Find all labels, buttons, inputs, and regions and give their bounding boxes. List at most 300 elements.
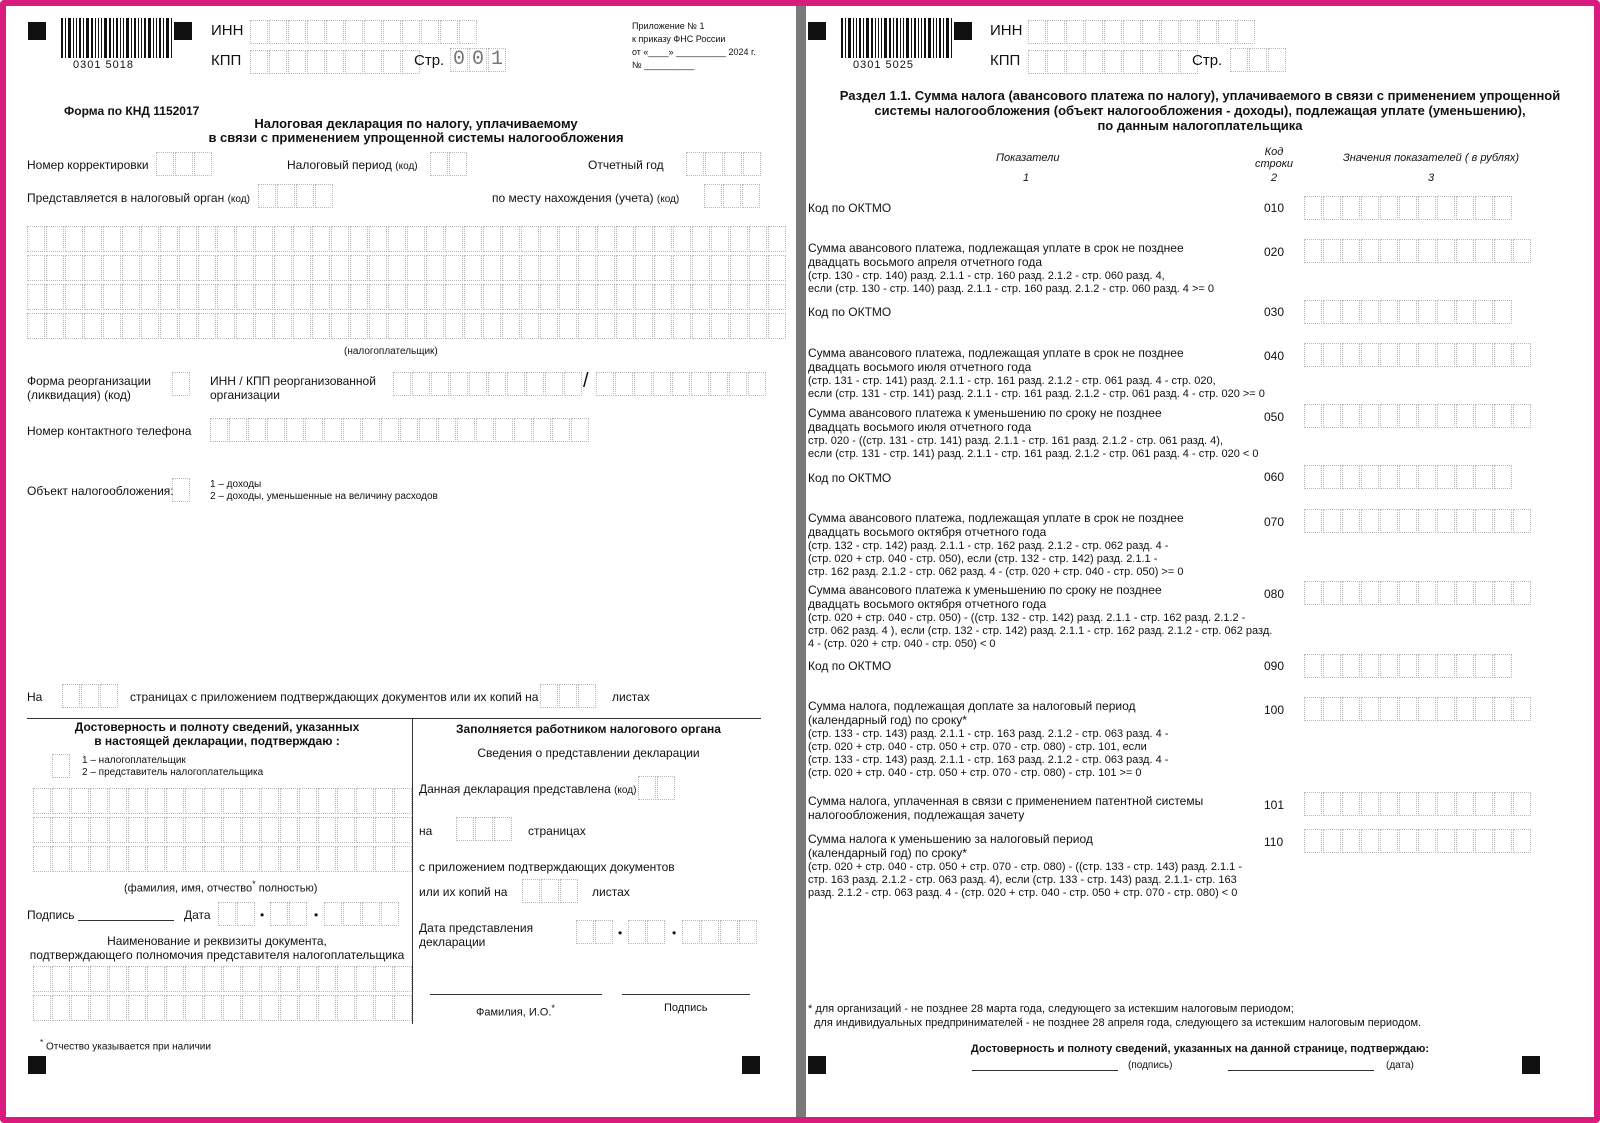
char-cell[interactable] <box>673 284 691 310</box>
char-cell[interactable] <box>312 255 330 281</box>
char-cell[interactable] <box>1123 20 1141 44</box>
char-cell[interactable] <box>242 995 260 1021</box>
char-cell[interactable] <box>635 313 653 339</box>
char-cell[interactable] <box>494 817 512 841</box>
char-cell[interactable] <box>407 226 425 252</box>
char-cell[interactable] <box>464 284 482 310</box>
char-cell[interactable] <box>1399 509 1417 533</box>
char-cell[interactable] <box>147 817 165 843</box>
char-cell[interactable] <box>375 846 393 872</box>
char-cell[interactable] <box>100 684 118 708</box>
char-cell[interactable] <box>540 313 558 339</box>
char-cell[interactable] <box>559 684 577 708</box>
char-cell[interactable] <box>559 313 577 339</box>
char-cell[interactable] <box>381 902 399 926</box>
char-cell[interactable] <box>768 255 786 281</box>
char-cell[interactable] <box>502 284 520 310</box>
report-year-field[interactable] <box>686 152 762 176</box>
char-cell[interactable] <box>71 788 89 814</box>
char-cell[interactable] <box>1323 792 1341 816</box>
char-cell[interactable] <box>1475 196 1493 220</box>
char-cell[interactable] <box>431 372 449 396</box>
char-cell[interactable] <box>1513 829 1531 853</box>
char-cell[interactable] <box>388 226 406 252</box>
char-cell[interactable] <box>52 817 70 843</box>
char-cell[interactable] <box>1066 50 1084 74</box>
tax-period-field[interactable] <box>430 152 468 176</box>
char-cell[interactable] <box>1342 300 1360 324</box>
char-cell[interactable] <box>65 255 83 281</box>
char-cell[interactable] <box>1361 581 1379 605</box>
char-cell[interactable] <box>305 418 323 442</box>
char-cell[interactable] <box>122 226 140 252</box>
char-cell[interactable] <box>475 817 493 841</box>
char-cell[interactable] <box>576 920 594 944</box>
char-cell[interactable] <box>1513 404 1531 428</box>
char-cell[interactable] <box>270 902 288 926</box>
char-cell[interactable] <box>343 902 361 926</box>
char-cell[interactable] <box>1418 581 1436 605</box>
char-cell[interactable] <box>147 995 165 1021</box>
char-cell[interactable] <box>52 966 70 992</box>
char-cell[interactable] <box>217 255 235 281</box>
char-cell[interactable] <box>1494 404 1512 428</box>
char-cell[interactable] <box>578 226 596 252</box>
char-cell[interactable] <box>185 966 203 992</box>
char-cell[interactable] <box>1380 239 1398 263</box>
char-cell[interactable] <box>293 313 311 339</box>
char-cell[interactable] <box>128 846 146 872</box>
char-cell[interactable] <box>540 684 558 708</box>
fio-line[interactable] <box>430 994 602 995</box>
signer-name-row-1[interactable] <box>33 788 413 814</box>
char-cell[interactable] <box>559 284 577 310</box>
char-cell[interactable] <box>299 995 317 1021</box>
char-cell[interactable] <box>1399 829 1417 853</box>
char-cell[interactable] <box>457 418 475 442</box>
char-cell[interactable] <box>1361 654 1379 678</box>
char-cell[interactable] <box>412 372 430 396</box>
char-cell[interactable] <box>1513 239 1531 263</box>
pages-count-field[interactable] <box>62 684 119 708</box>
char-cell[interactable] <box>514 418 532 442</box>
taxpayer-name-row-3[interactable] <box>27 284 787 310</box>
doc-name-row-2[interactable] <box>33 995 413 1021</box>
char-cell[interactable] <box>1323 509 1341 533</box>
char-cell[interactable] <box>166 788 184 814</box>
char-cell[interactable] <box>711 284 729 310</box>
char-cell[interactable] <box>1342 792 1360 816</box>
char-cell[interactable] <box>445 313 463 339</box>
char-cell[interactable] <box>559 255 577 281</box>
char-cell[interactable] <box>1475 697 1493 721</box>
char-cell[interactable] <box>1399 239 1417 263</box>
char-cell[interactable] <box>616 226 634 252</box>
char-cell[interactable] <box>597 284 615 310</box>
char-cell[interactable] <box>483 313 501 339</box>
char-cell[interactable] <box>141 313 159 339</box>
char-cell[interactable] <box>103 313 121 339</box>
char-cell[interactable] <box>1380 581 1398 605</box>
char-cell[interactable] <box>711 226 729 252</box>
char-cell[interactable] <box>1513 581 1531 605</box>
char-cell[interactable] <box>1361 697 1379 721</box>
char-cell[interactable] <box>1437 465 1455 489</box>
char-cell[interactable] <box>488 372 506 396</box>
char-cell[interactable] <box>84 226 102 252</box>
char-cell[interactable] <box>1513 792 1531 816</box>
char-cell[interactable] <box>1218 20 1236 44</box>
char-cell[interactable] <box>1437 792 1455 816</box>
char-cell[interactable] <box>445 226 463 252</box>
char-cell[interactable] <box>1380 300 1398 324</box>
char-cell[interactable] <box>1342 654 1360 678</box>
char-cell[interactable] <box>27 284 45 310</box>
char-cell[interactable] <box>179 313 197 339</box>
char-cell[interactable] <box>1104 50 1122 74</box>
char-cell[interactable] <box>578 255 596 281</box>
char-cell[interactable] <box>1342 697 1360 721</box>
char-cell[interactable] <box>1304 465 1322 489</box>
char-cell[interactable] <box>223 788 241 814</box>
char-cell[interactable] <box>128 966 146 992</box>
reorg-kpp-field[interactable] <box>596 372 767 396</box>
char-cell[interactable] <box>704 184 722 208</box>
char-cell[interactable] <box>1304 829 1322 853</box>
char-cell[interactable] <box>1437 196 1455 220</box>
char-cell[interactable] <box>179 284 197 310</box>
char-cell[interactable] <box>172 478 190 502</box>
char-cell[interactable] <box>502 313 520 339</box>
officer-pages-field[interactable] <box>456 817 513 841</box>
char-cell[interactable] <box>394 788 412 814</box>
char-cell[interactable] <box>1323 343 1341 367</box>
char-cell[interactable] <box>356 846 374 872</box>
char-cell[interactable] <box>255 313 273 339</box>
char-cell[interactable] <box>210 418 228 442</box>
char-cell[interactable] <box>1513 343 1531 367</box>
signer-name-row-3[interactable] <box>33 846 413 872</box>
char-cell[interactable] <box>426 255 444 281</box>
char-cell[interactable] <box>312 284 330 310</box>
char-cell[interactable] <box>1456 829 1474 853</box>
char-cell[interactable] <box>1199 20 1217 44</box>
char-cell[interactable] <box>1304 404 1322 428</box>
char-cell[interactable] <box>730 313 748 339</box>
char-cell[interactable] <box>1361 509 1379 533</box>
char-cell[interactable] <box>1475 509 1493 533</box>
correction-number-field[interactable] <box>156 152 213 176</box>
char-cell[interactable] <box>749 226 767 252</box>
char-cell[interactable] <box>673 313 691 339</box>
char-cell[interactable] <box>768 284 786 310</box>
doc-name-row-1[interactable] <box>33 966 413 992</box>
char-cell[interactable] <box>749 255 767 281</box>
char-cell[interactable] <box>46 313 64 339</box>
char-cell[interactable] <box>1475 343 1493 367</box>
char-cell[interactable] <box>90 788 108 814</box>
char-cell[interactable] <box>1323 581 1341 605</box>
char-cell[interactable] <box>564 372 582 396</box>
char-cell[interactable] <box>198 255 216 281</box>
char-cell[interactable] <box>128 788 146 814</box>
oktmo-field-060[interactable] <box>1304 465 1513 489</box>
char-cell[interactable] <box>318 846 336 872</box>
char-cell[interactable] <box>236 255 254 281</box>
reorg-inn-field[interactable] <box>393 372 583 396</box>
char-cell[interactable] <box>749 284 767 310</box>
char-cell[interactable] <box>1475 581 1493 605</box>
inn-field[interactable] <box>1028 20 1256 44</box>
amount-field-101[interactable] <box>1304 792 1532 816</box>
char-cell[interactable] <box>147 846 165 872</box>
char-cell[interactable] <box>128 817 146 843</box>
char-cell[interactable] <box>388 313 406 339</box>
char-cell[interactable] <box>426 284 444 310</box>
char-cell[interactable] <box>541 879 559 903</box>
signer-type-field[interactable] <box>52 754 71 778</box>
char-cell[interactable] <box>426 313 444 339</box>
char-cell[interactable] <box>1085 50 1103 74</box>
char-cell[interactable] <box>90 995 108 1021</box>
char-cell[interactable] <box>255 255 273 281</box>
char-cell[interactable] <box>522 879 540 903</box>
char-cell[interactable] <box>388 255 406 281</box>
char-cell[interactable] <box>724 152 742 176</box>
char-cell[interactable] <box>672 372 690 396</box>
char-cell[interactable] <box>160 226 178 252</box>
char-cell[interactable] <box>326 20 344 44</box>
char-cell[interactable] <box>274 313 292 339</box>
date-day-field[interactable] <box>218 902 256 926</box>
char-cell[interactable] <box>1361 829 1379 853</box>
char-cell[interactable] <box>1342 465 1360 489</box>
char-cell[interactable] <box>730 284 748 310</box>
char-cell[interactable] <box>682 920 700 944</box>
char-cell[interactable] <box>250 50 268 74</box>
char-cell[interactable] <box>337 995 355 1021</box>
officer-sheets-field[interactable] <box>522 879 579 903</box>
char-cell[interactable] <box>1494 465 1512 489</box>
char-cell[interactable] <box>571 418 589 442</box>
char-cell[interactable] <box>1304 196 1322 220</box>
char-cell[interactable] <box>299 788 317 814</box>
char-cell[interactable] <box>394 995 412 1021</box>
char-cell[interactable] <box>369 284 387 310</box>
char-cell[interactable] <box>1456 581 1474 605</box>
char-cell[interactable] <box>109 966 127 992</box>
char-cell[interactable] <box>109 846 127 872</box>
char-cell[interactable] <box>280 995 298 1021</box>
char-cell[interactable] <box>1237 20 1255 44</box>
officer-signature-line[interactable] <box>622 994 750 995</box>
char-cell[interactable] <box>711 255 729 281</box>
char-cell[interactable] <box>267 418 285 442</box>
char-cell[interactable] <box>495 418 513 442</box>
char-cell[interactable] <box>166 995 184 1021</box>
char-cell[interactable] <box>1418 239 1436 263</box>
char-cell[interactable] <box>1399 343 1417 367</box>
char-cell[interactable] <box>315 184 333 208</box>
char-cell[interactable] <box>217 284 235 310</box>
char-cell[interactable] <box>673 226 691 252</box>
char-cell[interactable] <box>657 776 675 800</box>
char-cell[interactable] <box>1494 792 1512 816</box>
char-cell[interactable] <box>578 684 596 708</box>
char-cell[interactable] <box>71 966 89 992</box>
char-cell[interactable] <box>1342 509 1360 533</box>
char-cell[interactable] <box>739 920 757 944</box>
char-cell[interactable] <box>1380 654 1398 678</box>
char-cell[interactable] <box>578 284 596 310</box>
char-cell[interactable] <box>1380 196 1398 220</box>
sheets-count-field[interactable] <box>540 684 597 708</box>
char-cell[interactable] <box>81 684 99 708</box>
char-cell[interactable] <box>277 184 295 208</box>
char-cell[interactable] <box>62 684 80 708</box>
char-cell[interactable] <box>1456 196 1474 220</box>
char-cell[interactable] <box>229 418 247 442</box>
char-cell[interactable] <box>1028 20 1046 44</box>
char-cell[interactable] <box>1342 196 1360 220</box>
char-cell[interactable] <box>1456 697 1474 721</box>
char-cell[interactable] <box>597 255 615 281</box>
char-cell[interactable] <box>711 313 729 339</box>
char-cell[interactable] <box>1380 697 1398 721</box>
char-cell[interactable] <box>261 846 279 872</box>
char-cell[interactable] <box>1342 404 1360 428</box>
char-cell[interactable] <box>1249 48 1267 72</box>
char-cell[interactable] <box>729 372 747 396</box>
char-cell[interactable] <box>250 20 268 44</box>
char-cell[interactable] <box>331 284 349 310</box>
char-cell[interactable] <box>686 152 704 176</box>
char-cell[interactable] <box>65 226 83 252</box>
char-cell[interactable] <box>1494 300 1512 324</box>
kpp-field[interactable] <box>250 50 421 74</box>
char-cell[interactable] <box>552 418 570 442</box>
char-cell[interactable] <box>691 372 709 396</box>
char-cell[interactable] <box>375 817 393 843</box>
char-cell[interactable] <box>430 152 448 176</box>
char-cell[interactable] <box>331 313 349 339</box>
char-cell[interactable] <box>402 20 420 44</box>
char-cell[interactable] <box>1418 509 1436 533</box>
char-cell[interactable] <box>331 255 349 281</box>
char-cell[interactable] <box>692 226 710 252</box>
char-cell[interactable] <box>705 152 723 176</box>
char-cell[interactable] <box>375 995 393 1021</box>
char-cell[interactable] <box>1475 829 1493 853</box>
char-cell[interactable] <box>692 313 710 339</box>
char-cell[interactable] <box>261 817 279 843</box>
char-cell[interactable] <box>307 50 325 74</box>
char-cell[interactable] <box>223 817 241 843</box>
char-cell[interactable] <box>46 284 64 310</box>
char-cell[interactable] <box>1494 697 1512 721</box>
char-cell[interactable] <box>1361 300 1379 324</box>
char-cell[interactable] <box>1475 404 1493 428</box>
char-cell[interactable] <box>109 995 127 1021</box>
char-cell[interactable] <box>255 226 273 252</box>
char-cell[interactable] <box>1475 239 1493 263</box>
char-cell[interactable] <box>248 418 266 442</box>
phone-field[interactable] <box>210 418 590 442</box>
char-cell[interactable] <box>356 966 374 992</box>
char-cell[interactable] <box>350 284 368 310</box>
char-cell[interactable] <box>324 902 342 926</box>
char-cell[interactable] <box>242 966 260 992</box>
char-cell[interactable] <box>299 846 317 872</box>
char-cell[interactable] <box>326 50 344 74</box>
char-cell[interactable] <box>307 20 325 44</box>
char-cell[interactable] <box>274 255 292 281</box>
char-cell[interactable] <box>1323 465 1341 489</box>
char-cell[interactable] <box>198 313 216 339</box>
char-cell[interactable] <box>337 788 355 814</box>
char-cell[interactable] <box>502 226 520 252</box>
char-cell[interactable] <box>1323 196 1341 220</box>
char-cell[interactable] <box>185 846 203 872</box>
page-signature-line[interactable] <box>972 1070 1118 1071</box>
char-cell[interactable] <box>1304 581 1322 605</box>
char-cell[interactable] <box>293 255 311 281</box>
char-cell[interactable] <box>179 226 197 252</box>
location-code-field[interactable] <box>704 184 761 208</box>
char-cell[interactable] <box>616 255 634 281</box>
char-cell[interactable] <box>318 966 336 992</box>
char-cell[interactable] <box>748 372 766 396</box>
char-cell[interactable] <box>90 966 108 992</box>
char-cell[interactable] <box>1028 50 1046 74</box>
char-cell[interactable] <box>1456 509 1474 533</box>
char-cell[interactable] <box>383 50 401 74</box>
char-cell[interactable] <box>654 226 672 252</box>
char-cell[interactable] <box>160 313 178 339</box>
char-cell[interactable] <box>1342 581 1360 605</box>
char-cell[interactable] <box>345 50 363 74</box>
char-cell[interactable] <box>407 313 425 339</box>
char-cell[interactable] <box>166 966 184 992</box>
char-cell[interactable] <box>1380 465 1398 489</box>
char-cell[interactable] <box>521 226 539 252</box>
char-cell[interactable] <box>638 776 656 800</box>
char-cell[interactable] <box>147 788 165 814</box>
char-cell[interactable] <box>242 788 260 814</box>
char-cell[interactable] <box>421 20 439 44</box>
amount-field-100[interactable] <box>1304 697 1532 721</box>
char-cell[interactable] <box>274 284 292 310</box>
char-cell[interactable] <box>175 152 193 176</box>
amount-field-070[interactable] <box>1304 509 1532 533</box>
char-cell[interactable] <box>720 920 738 944</box>
char-cell[interactable] <box>653 372 671 396</box>
char-cell[interactable] <box>388 284 406 310</box>
char-cell[interactable] <box>673 255 691 281</box>
submission-code-field[interactable] <box>638 776 676 800</box>
taxpayer-name-row-4[interactable] <box>27 313 787 339</box>
char-cell[interactable] <box>364 50 382 74</box>
char-cell[interactable] <box>356 817 374 843</box>
char-cell[interactable] <box>350 255 368 281</box>
char-cell[interactable] <box>634 372 652 396</box>
char-cell[interactable] <box>1456 404 1474 428</box>
char-cell[interactable] <box>1142 20 1160 44</box>
char-cell[interactable] <box>269 50 287 74</box>
char-cell[interactable] <box>560 879 578 903</box>
char-cell[interactable] <box>343 418 361 442</box>
char-cell[interactable] <box>438 418 456 442</box>
